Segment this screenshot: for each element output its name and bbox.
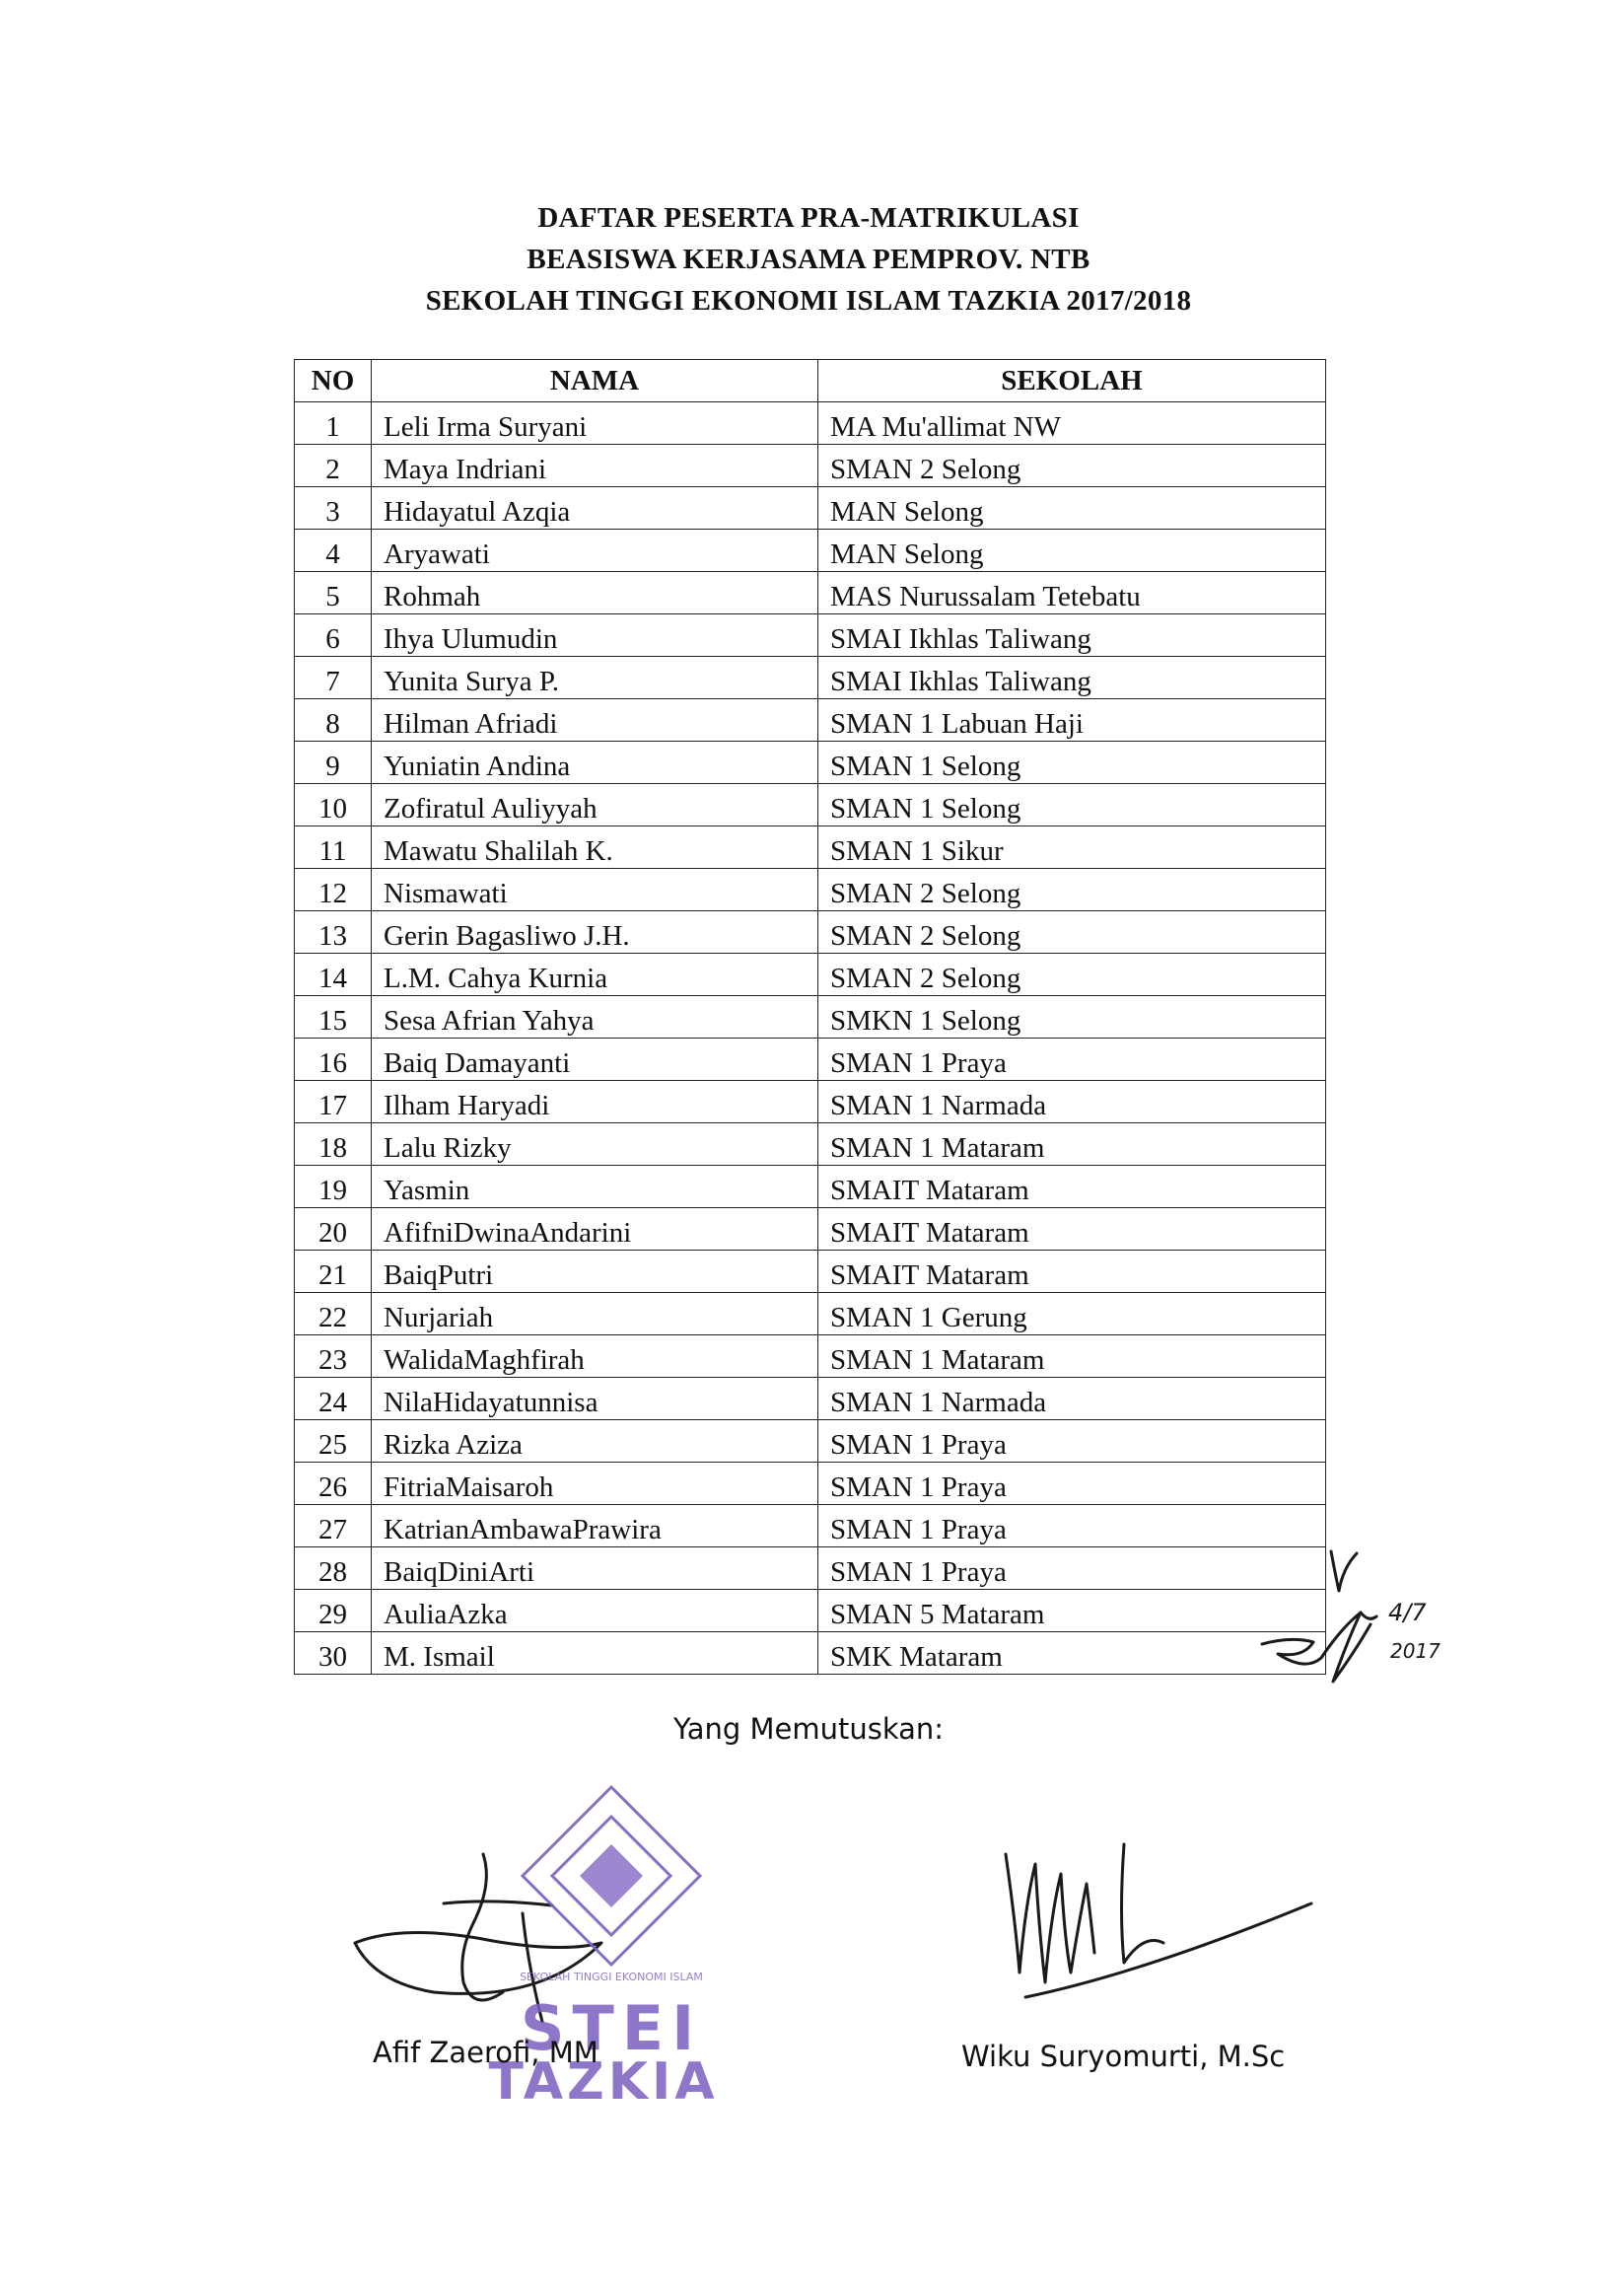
- cell-no: 17: [295, 1081, 372, 1123]
- signature-right: [976, 1825, 1331, 2022]
- cell-sekolah: MAS Nurussalam Tetebatu: [818, 572, 1326, 614]
- annotation-date-bottom: 2017: [1390, 1639, 1441, 1663]
- cell-sekolah: SMAN 1 Selong: [818, 784, 1326, 826]
- cell-no: 28: [295, 1547, 372, 1590]
- cell-nama: BaiqDiniArti: [372, 1547, 818, 1590]
- cell-no: 14: [295, 954, 372, 996]
- document-title: [0, 197, 1617, 322]
- cell-sekolah: SMAN 2 Selong: [818, 445, 1326, 487]
- signer-right-name: Wiku Suryomurti, M.Sc: [961, 2040, 1286, 2073]
- cell-sekolah: SMAN 1 Selong: [818, 742, 1326, 784]
- stamp-line-2: TAZKIA: [488, 2052, 719, 2112]
- table-body: [295, 402, 1326, 1675]
- header-sekolah: SEKOLAH: [818, 360, 1326, 402]
- cell-sekolah: SMK Mataram: [818, 1632, 1326, 1675]
- table-row: [295, 742, 1326, 784]
- cell-no: 8: [295, 699, 372, 742]
- cell-sekolah: SMKN 1 Selong: [818, 996, 1326, 1039]
- cell-sekolah: SMAN 1 Mataram: [818, 1335, 1326, 1378]
- cell-nama: M. Ismail: [372, 1632, 818, 1675]
- cell-nama: Gerin Bagasliwo J.H.: [372, 911, 818, 954]
- cell-nama: Aryawati: [372, 530, 818, 572]
- cell-no: 18: [295, 1123, 372, 1166]
- cell-sekolah: SMAN 1 Gerung: [818, 1293, 1326, 1335]
- signer-left-name: Afif Zaerofi, MM: [373, 2036, 598, 2069]
- cell-no: 30: [295, 1632, 372, 1675]
- cell-sekolah: SMAN 1 Praya: [818, 1505, 1326, 1547]
- cell-no: 27: [295, 1505, 372, 1547]
- cell-sekolah: SMAN 1 Narmada: [818, 1378, 1326, 1420]
- cell-nama: Hilman Afriadi: [372, 699, 818, 742]
- cell-nama: Baiq Damayanti: [372, 1039, 818, 1081]
- table-row: [295, 1208, 1326, 1251]
- table-header-row: [295, 360, 1326, 402]
- cell-no: 11: [295, 826, 372, 869]
- cell-no: 13: [295, 911, 372, 954]
- cell-nama: NilaHidayatunnisa: [372, 1378, 818, 1420]
- cell-sekolah: SMAN 5 Mataram: [818, 1590, 1326, 1632]
- table-row: [295, 402, 1326, 445]
- cell-sekolah: SMAIT Mataram: [818, 1208, 1326, 1251]
- cell-no: 2: [295, 445, 372, 487]
- cell-no: 21: [295, 1251, 372, 1293]
- cell-nama: Lalu Rizky: [372, 1123, 818, 1166]
- cell-nama: FitriaMaisaroh: [372, 1463, 818, 1505]
- cell-sekolah: SMAN 2 Selong: [818, 869, 1326, 911]
- cell-nama: Sesa Afrian Yahya: [372, 996, 818, 1039]
- cell-sekolah: MAN Selong: [818, 487, 1326, 530]
- cell-no: 20: [295, 1208, 372, 1251]
- table-row: [295, 699, 1326, 742]
- cell-no: 19: [295, 1166, 372, 1208]
- table-row: [295, 614, 1326, 657]
- initials-annotation: [1252, 1534, 1479, 1701]
- title-line-2: BEASISWA KERJASAMA PEMPROV. NTB: [527, 244, 1090, 275]
- cell-sekolah: SMAN 1 Sikur: [818, 826, 1326, 869]
- cell-nama: Ilham Haryadi: [372, 1081, 818, 1123]
- table-row: [295, 572, 1326, 614]
- table-row: [295, 1039, 1326, 1081]
- cell-nama: Yunita Surya P.: [372, 657, 818, 699]
- cell-nama: Zofiratul Auliyyah: [372, 784, 818, 826]
- table-row: [295, 826, 1326, 869]
- cell-sekolah: SMAI Ikhlas Taliwang: [818, 657, 1326, 699]
- table-row: [295, 996, 1326, 1039]
- cell-sekolah: MAN Selong: [818, 530, 1326, 572]
- cell-no: 24: [295, 1378, 372, 1420]
- cell-no: 29: [295, 1590, 372, 1632]
- table-row: [295, 1166, 1326, 1208]
- cell-sekolah: SMAIT Mataram: [818, 1251, 1326, 1293]
- cell-nama: BaiqPutri: [372, 1251, 818, 1293]
- table-row: [295, 954, 1326, 996]
- cell-nama: Hidayatul Azqia: [372, 487, 818, 530]
- cell-sekolah: SMAI Ikhlas Taliwang: [818, 614, 1326, 657]
- cell-sekolah: SMAN 1 Praya: [818, 1463, 1326, 1505]
- table-row: [295, 1335, 1326, 1378]
- cell-no: 10: [295, 784, 372, 826]
- cell-nama: Rohmah: [372, 572, 818, 614]
- stamp-line-1: STEI: [520, 1992, 703, 2064]
- table-row: [295, 1420, 1326, 1463]
- title-line-3: SEKOLAH TINGGI EKONOMI ISLAM TAZKIA 2017/2018: [425, 285, 1192, 317]
- cell-sekolah: SMAN 1 Narmada: [818, 1081, 1326, 1123]
- table-row: [295, 657, 1326, 699]
- table-row: [295, 1123, 1326, 1166]
- cell-sekolah: SMAN 1 Labuan Haji: [818, 699, 1326, 742]
- cell-nama: Mawatu Shalilah K.: [372, 826, 818, 869]
- table-row: [295, 1463, 1326, 1505]
- table-row: [295, 1081, 1326, 1123]
- cell-no: 26: [295, 1463, 372, 1505]
- cell-no: 12: [295, 869, 372, 911]
- participant-table: [294, 359, 1326, 1675]
- table-row: [295, 1547, 1326, 1590]
- cell-sekolah: SMAN 1 Mataram: [818, 1123, 1326, 1166]
- cell-no: 6: [295, 614, 372, 657]
- table-row: [295, 1590, 1326, 1632]
- table-row: [295, 911, 1326, 954]
- cell-nama: L.M. Cahya Kurnia: [372, 954, 818, 996]
- cell-nama: Yuniatin Andina: [372, 742, 818, 784]
- cell-sekolah: SMAN 2 Selong: [818, 911, 1326, 954]
- cell-no: 7: [295, 657, 372, 699]
- title-line-1: DAFTAR PESERTA PRA-MATRIKULASI: [537, 202, 1080, 234]
- table-row: [295, 1251, 1326, 1293]
- cell-nama: Rizka Aziza: [372, 1420, 818, 1463]
- cell-nama: Nurjariah: [372, 1293, 818, 1335]
- cell-no: 4: [295, 530, 372, 572]
- cell-no: 1: [295, 402, 372, 445]
- stamp-ring-text: SEKOLAH TINGGI EKONOMI ISLAM: [520, 1971, 703, 1983]
- cell-no: 15: [295, 996, 372, 1039]
- cell-no: 25: [295, 1420, 372, 1463]
- cell-nama: Maya Indriani: [372, 445, 818, 487]
- table-row: [295, 784, 1326, 826]
- cell-nama: Ihya Ulumudin: [372, 614, 818, 657]
- cell-sekolah: SMAN 1 Praya: [818, 1547, 1326, 1590]
- cell-no: 23: [295, 1335, 372, 1378]
- table-row: [295, 1632, 1326, 1675]
- cell-no: 3: [295, 487, 372, 530]
- cell-no: 5: [295, 572, 372, 614]
- table-row: [295, 1378, 1326, 1420]
- cell-nama: Leli Irma Suryani: [372, 402, 818, 445]
- cell-nama: AfifniDwinaAndarini: [372, 1208, 818, 1251]
- cell-no: 16: [295, 1039, 372, 1081]
- decision-label: Yang Memutuskan:: [672, 1712, 945, 1746]
- cell-nama: WalidaMaghfirah: [372, 1335, 818, 1378]
- header-no: NO: [295, 360, 372, 402]
- table-row: [295, 530, 1326, 572]
- cell-sekolah: SMAN 1 Praya: [818, 1420, 1326, 1463]
- cell-nama: Nismawati: [372, 869, 818, 911]
- table-row: [295, 487, 1326, 530]
- cell-sekolah: SMAIT Mataram: [818, 1166, 1326, 1208]
- table-row: [295, 445, 1326, 487]
- cell-sekolah: MA Mu'allimat NW: [818, 402, 1326, 445]
- table-row: [295, 1293, 1326, 1335]
- cell-sekolah: SMAN 1 Praya: [818, 1039, 1326, 1081]
- cell-sekolah: SMAN 2 Selong: [818, 954, 1326, 996]
- table-row: [295, 869, 1326, 911]
- header-nama: NAMA: [372, 360, 818, 402]
- cell-no: 22: [295, 1293, 372, 1335]
- annotation-date-top: 4/7: [1388, 1599, 1427, 1626]
- cell-no: 9: [295, 742, 372, 784]
- table-row: [295, 1505, 1326, 1547]
- cell-nama: AuliaAzka: [372, 1590, 818, 1632]
- cell-nama: Yasmin: [372, 1166, 818, 1208]
- cell-nama: KatrianAmbawaPrawira: [372, 1505, 818, 1547]
